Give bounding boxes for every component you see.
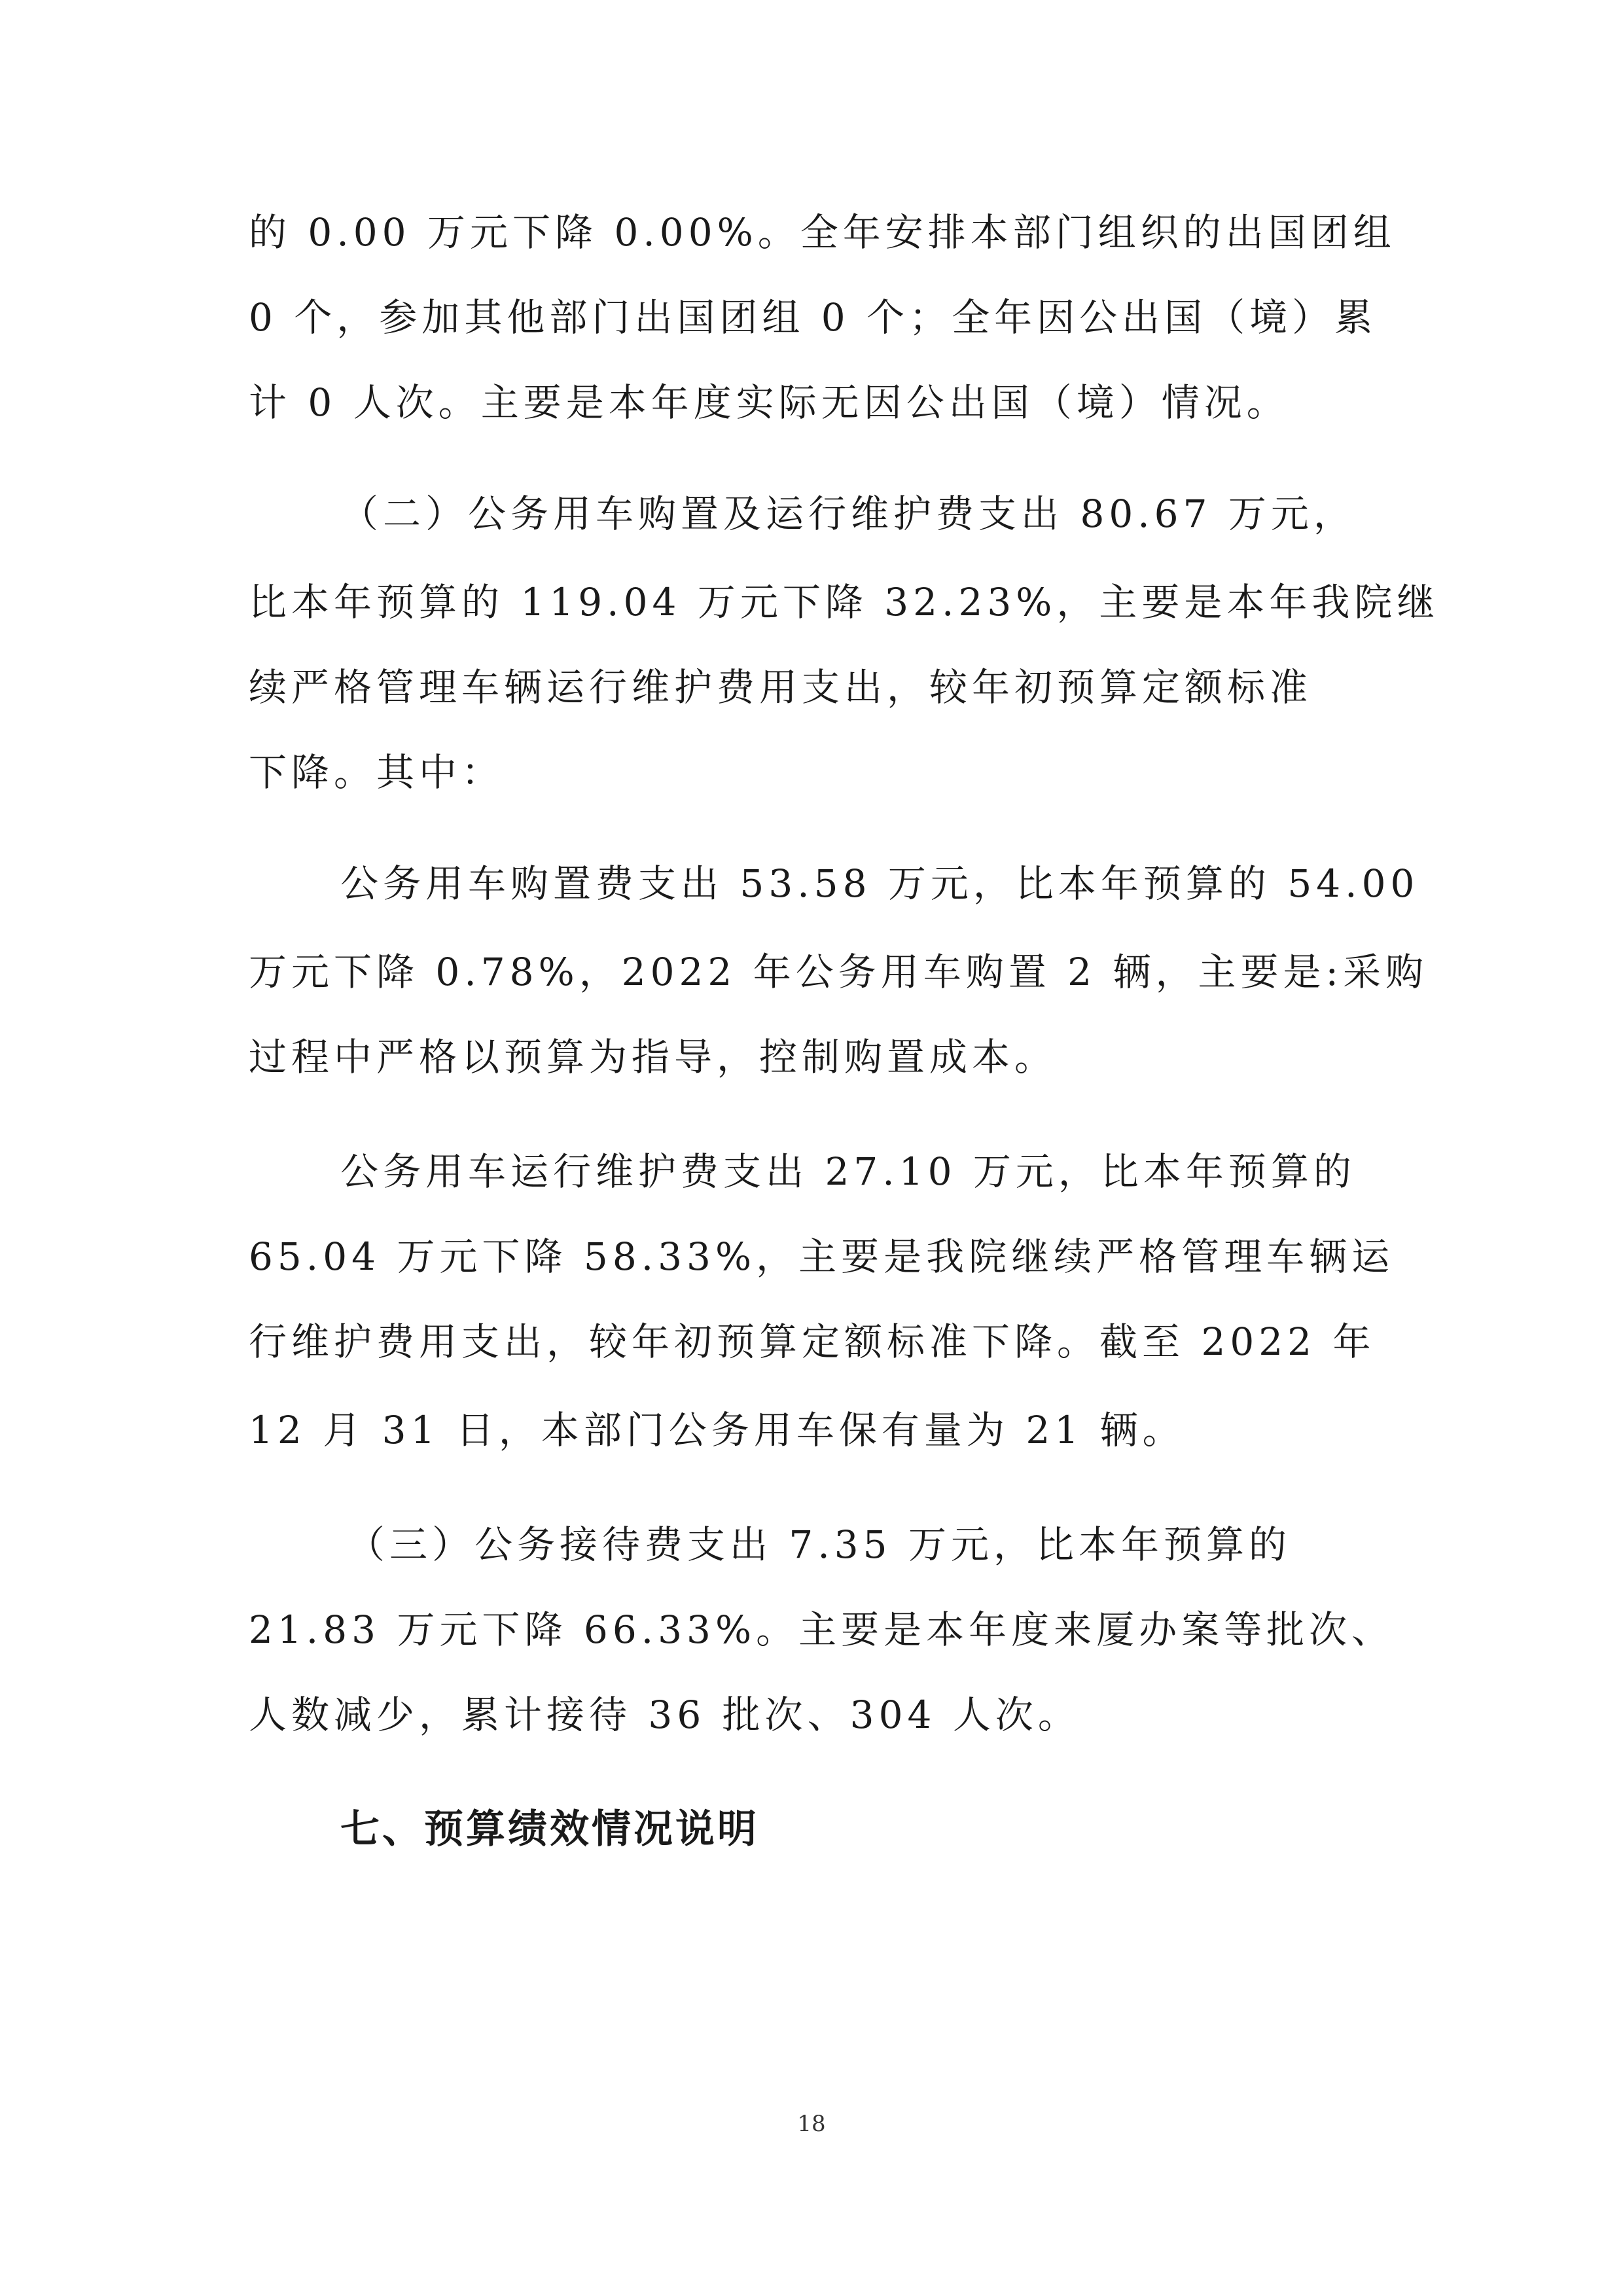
text-line: 65.04 万元下降 58.33%，主要是我院继续严格管理车辆运: [249, 1234, 1395, 1279]
text-line: 公务用车购置费支出 53.58 万元，比本年预算的 54.00: [340, 861, 1419, 906]
text-line: 比本年预算的 119.04 万元下降 32.23%，主要是本年我院继: [249, 580, 1440, 624]
text-line: 行维护费用支出，较年初预算定额标准下降。截至 2022 年: [249, 1319, 1376, 1364]
page-number: 18: [797, 2111, 826, 2137]
text-line: 0 个，参加其他部门出国团组 0 个；全年因公出国（境）累: [249, 295, 1378, 340]
text-line: 过程中严格以预算为指导，控制购置成本。: [249, 1035, 1058, 1079]
section-heading: 七、预算绩效情况说明: [340, 1806, 759, 1852]
text-line: 计 0 人次。主要是本年度实际无因公出国（境）情况。: [249, 380, 1289, 425]
text-line: 公务用车运行维护费支出 27.10 万元，比本年预算的: [340, 1149, 1356, 1194]
text-line: 续严格管理车辆运行维护费用支出，较年初预算定额标准: [249, 665, 1313, 709]
text-line: 人数减少，累计接待 36 批次、304 人次。: [249, 1693, 1080, 1737]
text-line: 21.83 万元下降 66.33%。主要是本年度来厦办案等批次、: [249, 1607, 1395, 1652]
text-line: 下降。其中：: [249, 750, 505, 795]
text-line: （二）公务用车购置及运行维护费支出 80.67 万元，: [340, 492, 1356, 536]
text-line: 的 0.00 万元下降 0.00%。全年安排本部门组织的出国团组: [249, 210, 1396, 255]
text-line: 12 月 31 日，本部门公务用车保有量为 21 辆。: [249, 1408, 1185, 1452]
text-line: （三）公务接待费支出 7.35 万元，比本年预算的: [347, 1522, 1292, 1567]
text-line: 万元下降 0.78%，2022 年公务用车购置 2 辆，主要是:采购: [249, 950, 1429, 994]
